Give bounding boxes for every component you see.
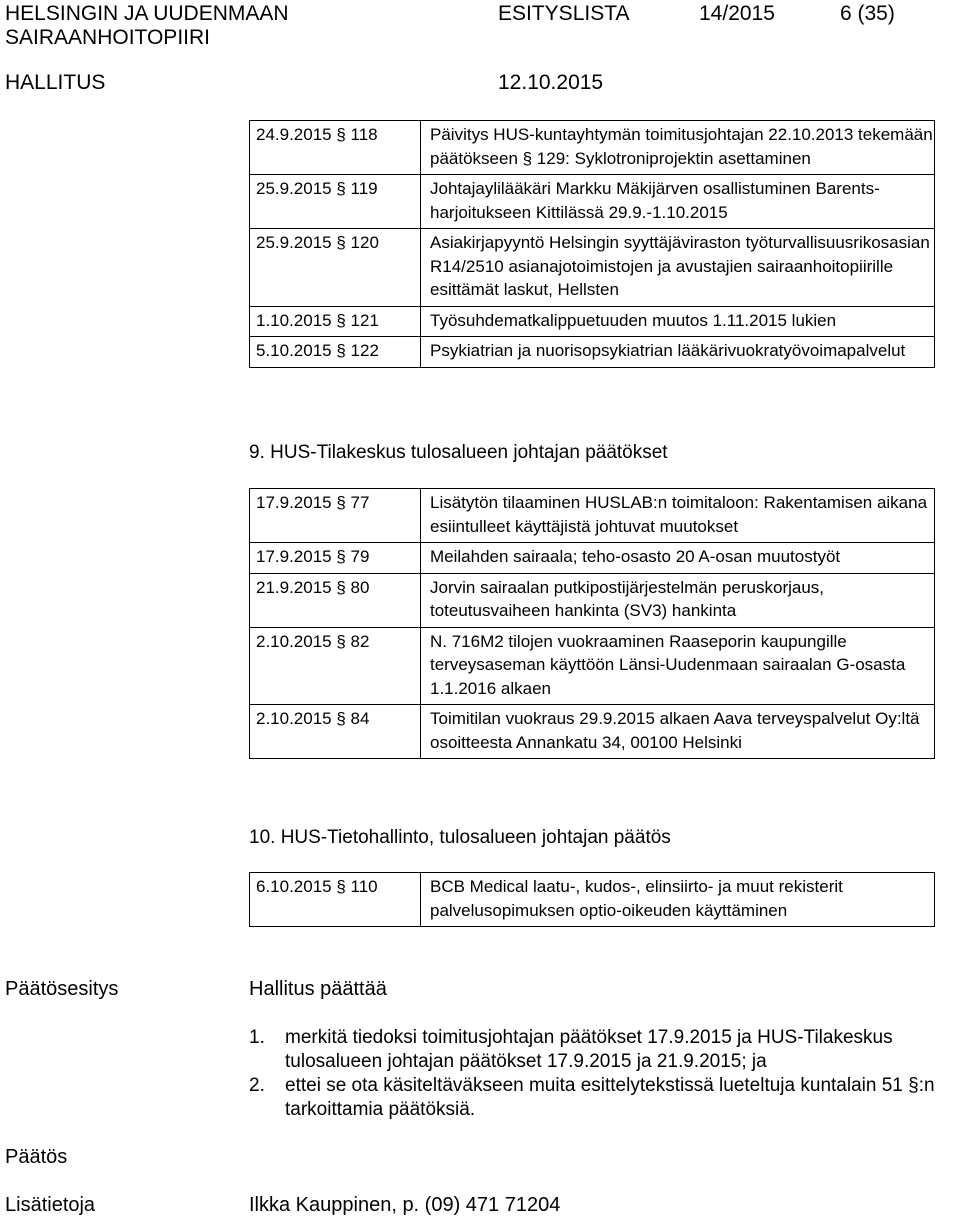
decision-reference: 1.10.2015 § 121 bbox=[250, 306, 421, 337]
table-row bbox=[250, 489, 935, 543]
info-value: Ilkka Kauppinen, p. (09) 471 71204 bbox=[249, 1194, 561, 1216]
decision-reference: 6.10.2015 § 110 bbox=[250, 873, 421, 927]
doc-type: ESITYSLISTA bbox=[498, 2, 630, 25]
table-row bbox=[250, 543, 935, 574]
table-row bbox=[250, 306, 935, 337]
table-row bbox=[250, 573, 935, 627]
body-name: HALLITUS bbox=[5, 71, 106, 94]
table-row bbox=[250, 627, 935, 705]
decision-title: N. 716M2 tilojen vuokraaminen Raaseporin kaupungille terveysaseman käyttöön Länsi-Uudenmaan sairaalan G-osasta 1.1.2016 alkaen bbox=[421, 627, 935, 705]
org-name-line1: HELSINGIN JA UUDENMAAN bbox=[5, 2, 289, 25]
decision-reference: 2.10.2015 § 82 bbox=[250, 627, 421, 705]
doc-date: 12.10.2015 bbox=[498, 71, 604, 94]
section-title: 10. HUS-Tietohallinto, tulosalueen johtajan päätös bbox=[249, 827, 671, 848]
decision-title: Päivitys HUS-kuntayhtymän toimitusjohtajan 22.10.2013 tekemään päätökseen § 129: Syklotroniprojektin asettaminen bbox=[421, 121, 935, 175]
decision-reference: 25.9.2015 § 119 bbox=[250, 175, 421, 229]
decisions-table-section9 bbox=[249, 488, 935, 759]
list-item bbox=[249, 1074, 949, 1122]
table-row bbox=[250, 705, 935, 759]
list-item-number: 1. bbox=[249, 1027, 265, 1048]
section-title: 9. HUS-Tilakeskus tulosalueen johtajan päätökset bbox=[249, 442, 668, 463]
decision-reference: 17.9.2015 § 77 bbox=[250, 489, 421, 543]
table-row bbox=[250, 229, 935, 307]
decision-reference: 17.9.2015 § 79 bbox=[250, 543, 421, 574]
decision-reference: 2.10.2015 § 84 bbox=[250, 705, 421, 759]
org-name-line2: SAIRAANHOITOPIIRI bbox=[5, 26, 210, 49]
section-10 bbox=[249, 826, 935, 850]
decision-title: BCB Medical laatu-, kudos-, elinsiirto- ja muut rekisterit palvelusopimuksen optio-oikeuden käyttäminen bbox=[421, 873, 935, 927]
decisions-table-section10 bbox=[249, 872, 935, 927]
decision-title: Lisätytön tilaaminen HUSLAB:n toimitaloon: Rakentamisen aikana esiintulleet käyttäjistä johtuvat muutokset bbox=[421, 489, 935, 543]
decision-title: Johtajaylilääkäri Markku Mäkijärven osallistuminen Barents-harjoitukseen Kittilässä 29.9.-1.10.2015 bbox=[421, 175, 935, 229]
page-number: 6 (35) bbox=[840, 2, 895, 25]
decision-title: Psykiatrian ja nuorisopsykiatrian lääkärivuokratyövoimapalvelut bbox=[421, 337, 935, 368]
decision-title: Asiakirjapyyntö Helsingin syyttäjäviraston työturvallisuusrikosasian R14/2510 asianajotoimistojen ja avustajien sairaanhoitopiirille esittämät laskut, Hellsten bbox=[421, 229, 935, 307]
list-item-number: 2. bbox=[249, 1075, 265, 1096]
list-item-text: ettei se ota käsiteltäväkseen muita esittelytekstissä lueteltuja kuntalain 51 §:n tarkoittamia päätöksiä. bbox=[285, 1075, 935, 1120]
decisions-table-top bbox=[249, 120, 935, 368]
doc-number: 14/2015 bbox=[699, 2, 775, 25]
decision-reference: 5.10.2015 § 122 bbox=[250, 337, 421, 368]
proposal-heading: Hallitus päättää bbox=[249, 978, 387, 1000]
proposal-label: Päätösesitys bbox=[5, 978, 119, 1000]
decision-title: Jorvin sairaalan putkipostijärjestelmän peruskorjaus, toteutusvaiheen hankinta (SV3) hankinta bbox=[421, 573, 935, 627]
decision-reference: 24.9.2015 § 118 bbox=[250, 121, 421, 175]
decision-reference: 21.9.2015 § 80 bbox=[250, 573, 421, 627]
list-item bbox=[249, 1026, 949, 1074]
decision-title: Toimitilan vuokraus 29.9.2015 alkaen Aava terveyspalvelut Oy:ltä osoitteesta Annankatu 34, 00100 Helsinki bbox=[421, 705, 935, 759]
decision-title: Meilahden sairaala; teho-osasto 20 A-osan muutostyöt bbox=[421, 543, 935, 574]
table-row bbox=[250, 175, 935, 229]
list-item-text: merkitä tiedoksi toimitusjohtajan päätökset 17.9.2015 ja HUS-Tilakeskus tulosalueen johtajan päätökset 17.9.2015 ja 21.9.2015; ja bbox=[285, 1027, 893, 1072]
section-9 bbox=[249, 441, 935, 465]
table-row bbox=[250, 121, 935, 175]
decision-title: Työsuhdematkalippuetuuden muutos 1.11.2015 lukien bbox=[421, 306, 935, 337]
info-label: Lisätietoja bbox=[5, 1194, 96, 1216]
table-row bbox=[250, 873, 935, 927]
table-row bbox=[250, 337, 935, 368]
decision-reference: 25.9.2015 § 120 bbox=[250, 229, 421, 307]
decision-label: Päätös bbox=[5, 1146, 68, 1168]
proposal-list bbox=[249, 1026, 949, 1122]
